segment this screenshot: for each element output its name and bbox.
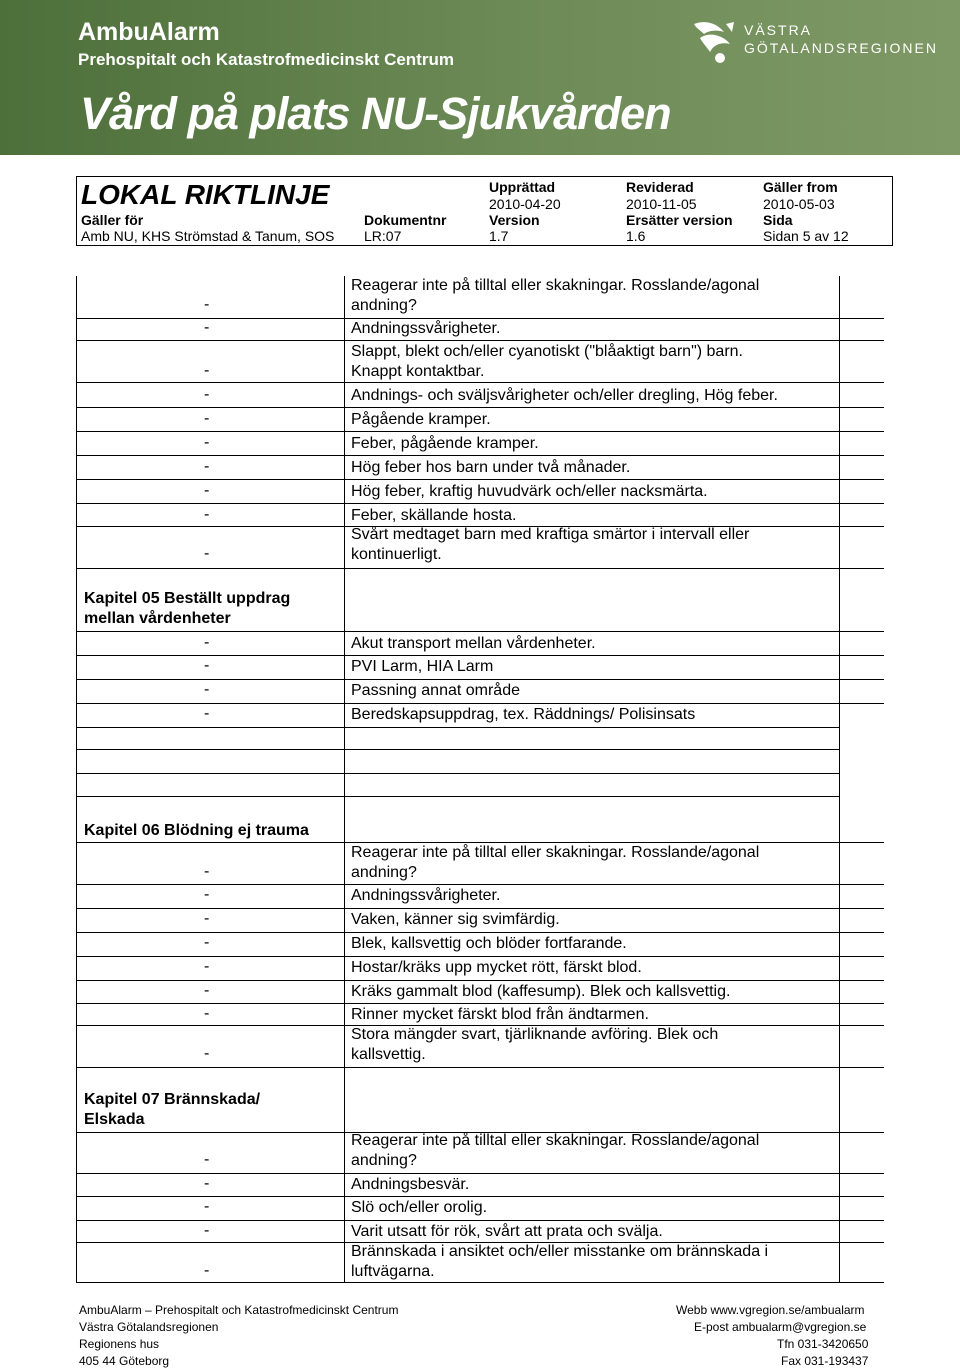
- row-dash: -: [204, 634, 210, 651]
- row-dash: -: [204, 910, 210, 927]
- row-divider: [76, 340, 884, 341]
- row-text: Varit utsatt för rök, svårt att prata och svälja.: [351, 1223, 663, 1240]
- row-divider: [76, 1067, 884, 1068]
- row-dash: -: [204, 1005, 210, 1022]
- row-divider: [76, 703, 884, 704]
- chapter-05-title: [84, 589, 290, 629]
- row-divider: [76, 568, 884, 569]
- footer-email: E-post ambualarm@vgregion.se: [694, 1320, 867, 1334]
- row-dash: -: [204, 1175, 210, 1192]
- row-dash: -: [204, 1262, 210, 1279]
- footer-building: Regionens hus: [79, 1337, 160, 1351]
- row-text: Andningssvårigheter.: [351, 887, 501, 904]
- row-divider: [76, 382, 884, 383]
- row-divider: [76, 796, 839, 797]
- galler-from-value: 2010-05-03: [763, 196, 835, 212]
- row-text: kallsvettig.: [351, 1046, 426, 1063]
- galler-for-label: Gäller för: [81, 212, 144, 228]
- chapter-title-line: mellan vårdenheter: [84, 610, 231, 627]
- chapter-06-title: [84, 821, 309, 841]
- row-text: Reagerar inte på tilltal eller skakningar. Rosslande/agonal: [351, 844, 760, 861]
- table-bottom-line: [76, 1282, 884, 1283]
- row-text: andning?: [351, 297, 417, 314]
- version-label: Version: [489, 212, 540, 228]
- chapter-title-line: Elskada: [84, 1111, 145, 1128]
- row-dash: -: [204, 506, 210, 523]
- row-dash: -: [204, 958, 210, 975]
- row-dash: -: [204, 1045, 210, 1062]
- sida-label: Sida: [763, 212, 793, 228]
- row-dash: -: [204, 1222, 210, 1239]
- vastra-gotalandsregionen-logo-icon: [690, 18, 738, 68]
- row-divider: [76, 1003, 884, 1004]
- ersatter-value: 1.6: [626, 228, 646, 244]
- row-divider: [76, 455, 884, 456]
- dokumentnr-value: LR:07: [364, 228, 402, 244]
- chapter-title-line: Kapitel 05 Beställt uppdrag: [84, 590, 291, 607]
- row-text: luftvägarna.: [351, 1263, 435, 1280]
- sida-value: Sidan 5 av 12: [763, 228, 849, 244]
- row-dash: -: [204, 982, 210, 999]
- row-dash: -: [204, 296, 210, 313]
- row-text: Andningsbesvär.: [351, 1176, 470, 1193]
- row-text: Knappt kontaktbar.: [351, 363, 485, 380]
- row-text: Stora mängder svart, tjärliknande avföring. Blek och: [351, 1026, 719, 1043]
- reviderad-label: Reviderad: [626, 179, 694, 195]
- row-text: Kräks gammalt blod (kaffesump). Blek och kallsvettig.: [351, 983, 731, 1000]
- row-dash: -: [204, 705, 210, 722]
- row-dash: -: [204, 1151, 210, 1168]
- row-divider: [76, 407, 884, 408]
- row-text: Hög feber hos barn under två månader.: [351, 459, 631, 476]
- chapter-07-title: [84, 1090, 260, 1130]
- row-dash: -: [204, 657, 210, 674]
- org-name: AmbuAlarm: [78, 18, 220, 46]
- row-divider: [76, 773, 839, 774]
- row-divider: [76, 503, 884, 504]
- row-text: Feber, pågående kramper.: [351, 435, 539, 452]
- row-divider: [76, 956, 884, 957]
- upprattad-label: Upprättad: [489, 179, 556, 195]
- row-text: andning?: [351, 1152, 417, 1169]
- row-dash: -: [204, 319, 210, 336]
- row-text: Svårt medtaget barn med kraftiga smärtor i intervall eller: [351, 526, 750, 543]
- row-divider: [76, 980, 884, 981]
- document-header: [76, 176, 893, 246]
- row-text: Akut transport mellan vårdenheter.: [351, 635, 596, 652]
- row-text: Pågående kramper.: [351, 411, 491, 428]
- row-text: Hostar/kräks upp mycket rött, färskt blod.: [351, 959, 642, 976]
- header-banner: [0, 0, 960, 155]
- row-text: Slappt, blekt och/eller cyanotiskt ("blåaktigt barn") barn.: [351, 343, 743, 360]
- row-dash: -: [204, 482, 210, 499]
- row-dash: -: [204, 386, 210, 403]
- footer-region: Västra Götalandsregionen: [79, 1320, 219, 1334]
- galler-for-value: Amb NU, KHS Strömstad & Tanum, SOS: [81, 228, 335, 244]
- row-dash: -: [204, 863, 210, 880]
- row-text: Reagerar inte på tilltal eller skakningar. Rosslande/agonal: [351, 277, 760, 294]
- row-text: Vaken, känner sig svimfärdig.: [351, 911, 560, 928]
- row-divider: [76, 431, 884, 432]
- footer-address: 405 44 Göteborg: [79, 1354, 170, 1368]
- footer-fax: Fax 031-193437: [781, 1354, 869, 1368]
- dokumentnr-label: Dokumentnr: [364, 212, 447, 228]
- row-divider: [76, 749, 839, 750]
- criteria-table: [76, 276, 884, 1290]
- row-text: Andningssvårigheter.: [351, 320, 501, 337]
- chapter-title-line: Kapitel 07 Brännskada/: [84, 1091, 261, 1108]
- org-subtitle: Prehospitalt och Katastrofmedicinskt Centrum: [78, 50, 454, 69]
- footer-web: Webb www.vgregion.se/ambualarm: [676, 1303, 865, 1317]
- row-text: Beredskapsuppdrag, tex. Räddnings/ Polisinsats: [351, 706, 696, 723]
- doc-type: LOKAL RIKTLINJE: [81, 179, 330, 210]
- row-dash: -: [204, 434, 210, 451]
- row-divider: [76, 631, 884, 632]
- row-dash: -: [204, 362, 210, 379]
- row-text: kontinuerligt.: [351, 546, 442, 563]
- upprattad-value: 2010-04-20: [489, 196, 561, 212]
- row-divider: [76, 727, 839, 728]
- row-text: Reagerar inte på tilltal eller skakningar. Rosslande/agonal: [351, 1132, 760, 1149]
- vgr-logo: [690, 18, 938, 68]
- page-heading: Vård på plats NU-Sjukvården: [80, 88, 671, 139]
- ersatter-label: Ersätter version: [626, 212, 733, 228]
- row-divider: [76, 1173, 884, 1174]
- reviderad-value: 2010-11-05: [626, 196, 697, 212]
- chapter-title-line: Kapitel 06 Blödning ej trauma: [84, 822, 309, 839]
- row-divider: [76, 932, 884, 933]
- row-divider: [76, 884, 884, 885]
- row-divider: [76, 908, 884, 909]
- row-text: PVI Larm, HIA Larm: [351, 658, 494, 675]
- row-divider: [76, 679, 884, 680]
- row-text: Hög feber, kraftig huvudvärk och/eller nacksmärta.: [351, 483, 708, 500]
- row-dash: -: [204, 458, 210, 475]
- row-text: Rinner mycket färskt blod från ändtarmen.: [351, 1006, 649, 1023]
- row-text: Andnings- och sväljsvårigheter och/eller dregling, Hög feber.: [351, 387, 778, 404]
- row-dash: -: [204, 886, 210, 903]
- row-divider: [76, 1220, 884, 1221]
- row-text: Brännskada i ansiktet och/eller misstanke om brännskada i: [351, 1243, 769, 1260]
- row-dash: -: [204, 934, 210, 951]
- row-dash: -: [204, 545, 210, 562]
- version-value: 1.7: [489, 228, 509, 244]
- row-dash: -: [204, 1198, 210, 1215]
- row-divider: [76, 655, 884, 656]
- row-divider: [76, 479, 884, 480]
- row-divider: [76, 1196, 884, 1197]
- logo-text-line2: GÖTALANDSREGIONEN: [744, 40, 938, 56]
- row-dash: -: [204, 681, 210, 698]
- footer-org: AmbuAlarm – Prehospitalt och Katastrofmedicinskt Centrum: [79, 1303, 399, 1317]
- row-text: andning?: [351, 864, 417, 881]
- row-text: Passning annat område: [351, 682, 520, 699]
- footer-phone: Tfn 031-3420650: [777, 1337, 869, 1351]
- logo-text-line1: VÄSTRA: [744, 22, 813, 38]
- galler-from-label: Gäller from: [763, 179, 838, 195]
- row-text: Feber, skällande hosta.: [351, 507, 517, 524]
- row-text: Blek, kallsvettig och blöder fortfarande.: [351, 935, 627, 952]
- row-text: Slö och/eller orolig.: [351, 1199, 488, 1216]
- row-dash: -: [204, 410, 210, 427]
